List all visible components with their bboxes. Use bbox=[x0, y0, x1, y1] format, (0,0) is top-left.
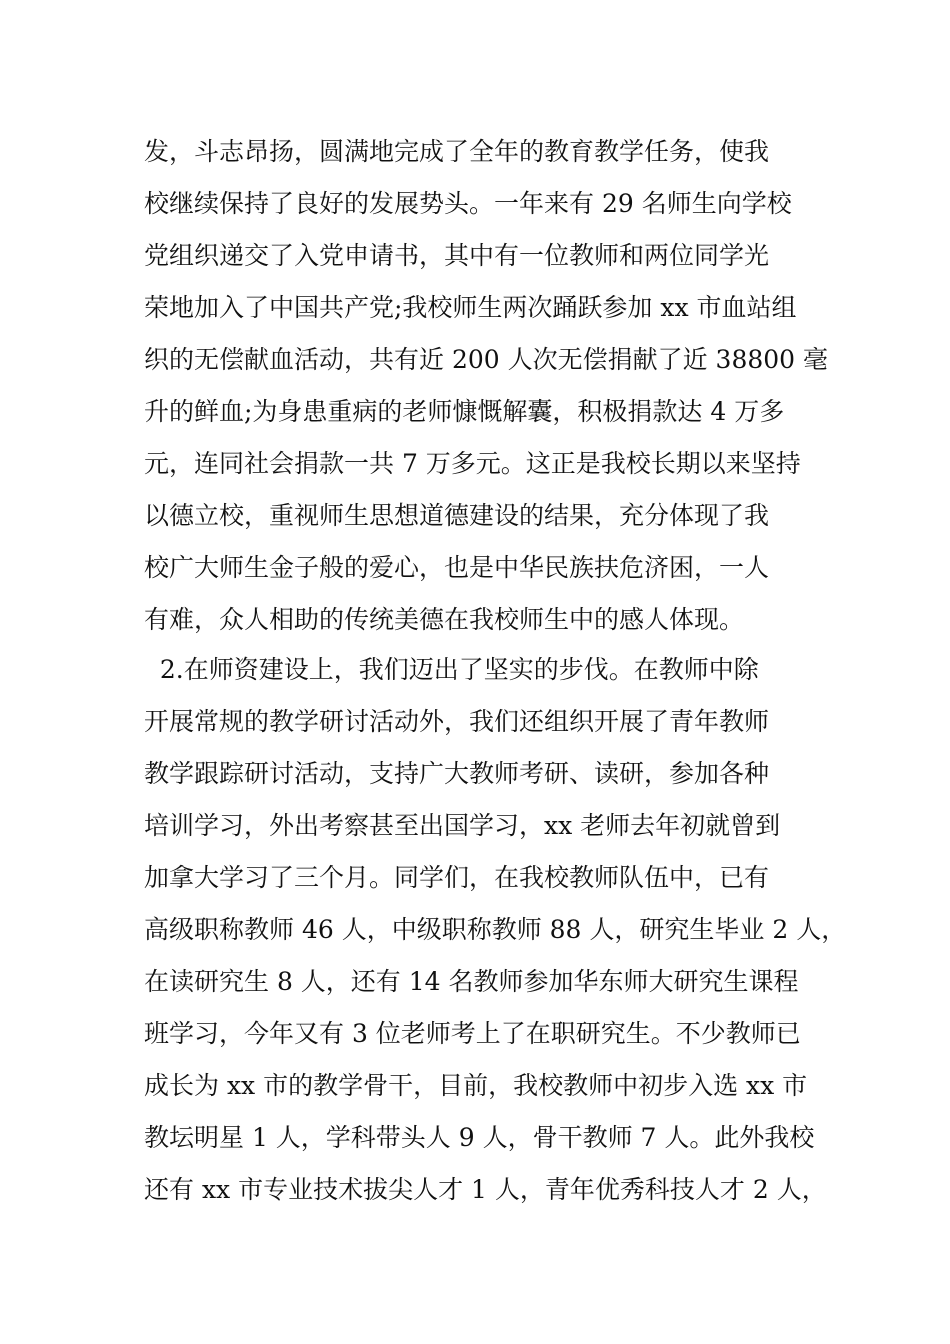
text-line: 升的鲜血;为身患重病的老师慷慨解囊，积极捐款达 4 万多 bbox=[144, 397, 785, 426]
text-line: 校广大师生金子般的爱心，也是中华民族扶危济困，一人 bbox=[144, 553, 770, 582]
text-line: 教学跟踪研讨活动，支持广大教师考研、读研，参加各种 bbox=[144, 759, 770, 788]
text-line: 在读研究生 8 人，还有 14 名教师参加华东师大研究生课程 bbox=[144, 967, 799, 996]
text-line: 培训学习，外出考察甚至出国学习，xx 老师去年初就曾到 bbox=[144, 811, 781, 840]
text-line: 开展常规的教学研讨活动外，我们还组织开展了青年教师 bbox=[144, 707, 770, 736]
text-line: 加拿大学习了三个月。同学们，在我校教师队伍中，已有 bbox=[144, 863, 770, 892]
text-line: 元，连同社会捐款一共 7 万多元。这正是我校长期以来坚持 bbox=[144, 449, 801, 478]
paragraph-2 bbox=[144, 644, 847, 1216]
text-line: 2.在师资建设上，我们迈出了坚实的步伐。在教师中除 bbox=[144, 655, 759, 684]
text-line: 有难，众人相助的传统美德在我校师生中的感人体现。 bbox=[144, 605, 745, 634]
text-line: 校继续保持了良好的发展势头。一年来有 29 名师生向学校 bbox=[144, 189, 792, 218]
text-line: 织的无偿献血活动，共有近 200 人次无偿捐献了近 38800 毫 bbox=[144, 345, 829, 374]
text-line: 荣地加入了中国共产党;我校师生两次踊跃参加 xx 市血站组 bbox=[144, 293, 797, 322]
paragraph-1 bbox=[144, 126, 829, 646]
text-line: 还有 xx 市专业技术拔尖人才 1 人，青年优秀科技人才 2 人， bbox=[144, 1175, 827, 1204]
text-line: 教坛明星 1 人，学科带头人 9 人，骨干教师 7 人。此外我校 bbox=[144, 1123, 815, 1152]
text-line: 班学习，今年又有 3 位老师考上了在职研究生。不少教师已 bbox=[144, 1019, 801, 1048]
text-line: 以德立校，重视师生思想道德建设的结果，充分体现了我 bbox=[144, 501, 770, 530]
text-line: 成长为 xx 市的教学骨干，目前，我校教师中初步入选 xx 市 bbox=[144, 1071, 808, 1100]
text-line: 党组织递交了入党申请书，其中有一位教师和两位同学光 bbox=[144, 241, 770, 270]
text-line: 发，斗志昂扬，圆满地完成了全年的教育教学任务，使我 bbox=[144, 137, 770, 166]
text-line: 高级职称教师 46 人，中级职称教师 88 人，研究生毕业 2 人， bbox=[144, 915, 847, 944]
